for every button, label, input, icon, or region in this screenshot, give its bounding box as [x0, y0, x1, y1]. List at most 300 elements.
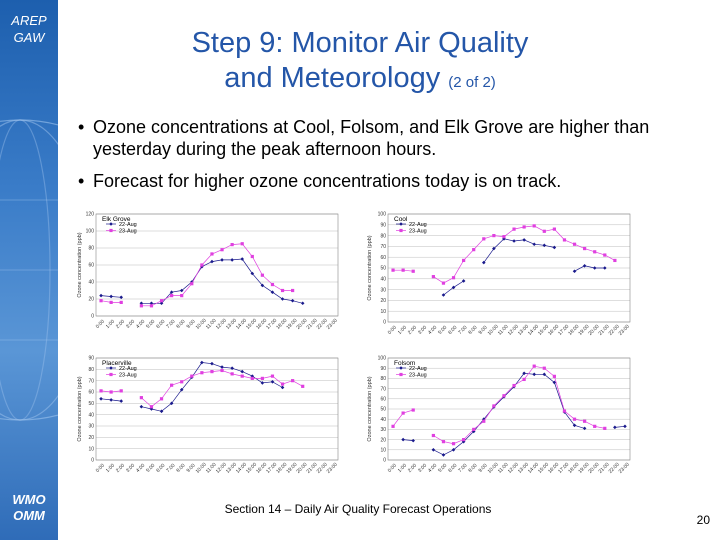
series-line: [484, 239, 555, 263]
data-point: [150, 304, 153, 307]
data-point: [533, 224, 536, 227]
bullet-dot-icon: •: [78, 171, 85, 191]
y-tick-label: 0: [91, 313, 94, 320]
x-tick-label: 15:00: [537, 323, 551, 337]
data-point: [160, 299, 163, 302]
data-point: [301, 385, 304, 388]
data-point: [412, 270, 415, 273]
data-point: [593, 425, 596, 428]
x-tick-label: 13:00: [224, 317, 238, 331]
x-tick-label: 10:00: [486, 461, 500, 475]
chart-elk-grove: [76, 208, 346, 348]
x-tick-label: 19:00: [577, 461, 591, 475]
data-point: [180, 380, 183, 383]
x-tick-label: 23:00: [617, 323, 631, 337]
y-tick-label: 50: [380, 406, 386, 413]
data-point: [200, 371, 203, 374]
y-tick-label: 60: [88, 389, 94, 396]
data-point: [109, 398, 113, 402]
x-tick-label: 10:00: [194, 461, 208, 475]
x-tick-label: 14:00: [526, 323, 541, 337]
x-tick-label: 13:00: [224, 461, 238, 475]
data-point: [512, 384, 515, 387]
x-tick-label: 11:00: [496, 323, 510, 337]
data-point: [482, 420, 485, 423]
data-point: [532, 373, 536, 377]
logo-top-line2: GAW: [13, 30, 45, 45]
x-tick-label: 1:00: [396, 324, 408, 336]
data-point: [563, 238, 566, 241]
x-tick-label: 5:00: [145, 318, 157, 330]
y-tick-label: 60: [88, 262, 94, 269]
series-line: [575, 266, 605, 271]
x-tick-label: 2:00: [406, 324, 419, 336]
x-tick-label: 14:00: [526, 461, 541, 475]
y-tick-label: 10: [380, 308, 386, 315]
x-tick-label: 21:00: [597, 323, 611, 337]
y-tick-label: 60: [380, 254, 386, 261]
data-point: [492, 404, 495, 407]
data-point: [251, 377, 254, 380]
y-tick-label: 20: [88, 435, 94, 442]
x-tick-label: 14:00: [234, 317, 249, 331]
data-point: [573, 269, 577, 273]
data-point: [583, 247, 586, 250]
x-tick-label: 18:00: [275, 317, 289, 331]
data-point: [301, 301, 305, 305]
x-tick-label: 21:00: [305, 461, 319, 475]
data-point: [523, 378, 526, 381]
data-point: [220, 369, 223, 372]
data-point: [271, 283, 274, 286]
bullet-dot-icon: •: [78, 117, 85, 137]
data-point: [99, 299, 102, 302]
y-tick-label: 90: [88, 355, 94, 362]
x-tick-label: 5:00: [437, 324, 449, 336]
data-point: [291, 379, 294, 382]
y-tick-label: 80: [88, 245, 94, 252]
y-tick-label: 10: [88, 446, 94, 453]
y-tick-label: 30: [380, 287, 386, 294]
data-point: [462, 438, 465, 441]
bullet-list: [78, 116, 708, 202]
data-point: [613, 259, 616, 262]
y-axis-label: Ozone concentration (ppb): [367, 376, 373, 442]
x-tick-label: 16:00: [547, 323, 561, 337]
x-tick-label: 22:00: [607, 323, 621, 337]
x-tick-label: 7:00: [457, 462, 469, 474]
x-tick-label: 11:00: [496, 461, 510, 475]
data-point: [160, 397, 163, 400]
data-point: [281, 289, 284, 292]
y-tick-label: 20: [380, 298, 386, 305]
data-point: [553, 228, 556, 231]
data-point: [472, 248, 475, 251]
x-tick-label: 22:00: [607, 461, 621, 475]
y-tick-label: 20: [88, 296, 94, 303]
x-tick-label: 0:00: [386, 324, 398, 336]
x-tick-label: 2:00: [114, 462, 127, 474]
x-tick-label: 12:00: [506, 461, 520, 475]
x-tick-label: 6:00: [155, 462, 167, 474]
x-tick-label: 0:00: [94, 318, 106, 330]
data-point: [472, 428, 475, 431]
data-point: [553, 375, 556, 378]
y-tick-label: 120: [85, 211, 94, 218]
data-point: [99, 397, 103, 401]
data-point: [583, 264, 587, 268]
y-axis-label: Ozone concentration (ppb): [77, 232, 83, 298]
bullet-text: Ozone concentrations at Cool, Folsom, and Elk Grove are higher than yesterday during the peak afternoon hours.: [93, 117, 650, 159]
data-point: [220, 248, 223, 251]
data-point: [271, 375, 274, 378]
data-point: [140, 396, 143, 399]
x-tick-label: 18:00: [567, 461, 581, 475]
chart-placerville: [76, 352, 346, 492]
data-point: [200, 263, 203, 266]
data-point: [462, 259, 465, 262]
data-point: [512, 228, 515, 231]
legend-label: 22-Aug: [409, 221, 427, 228]
title-suffix: (2 of 2): [448, 74, 496, 91]
bullet-text: Forecast for higher ozone concentrations today is on track.: [93, 171, 562, 191]
data-point: [482, 237, 485, 240]
data-point: [492, 234, 495, 237]
series-line: [433, 366, 604, 444]
y-tick-label: 10: [380, 447, 386, 454]
x-tick-label: 4:00: [135, 318, 147, 330]
x-tick-label: 12:00: [506, 323, 520, 337]
x-tick-label: 6:00: [447, 462, 459, 474]
x-tick-label: 23:00: [617, 461, 631, 475]
x-tick-label: 18:00: [567, 323, 581, 337]
x-tick-label: 4:00: [427, 324, 439, 336]
data-point: [502, 394, 505, 397]
x-tick-label: 1:00: [396, 462, 408, 474]
data-point: [170, 294, 173, 297]
data-point: [583, 420, 586, 423]
y-tick-label: 40: [88, 279, 94, 286]
x-tick-label: 21:00: [597, 461, 611, 475]
legend-label: 23-Aug: [119, 372, 137, 379]
series-line: [141, 259, 302, 303]
x-tick-label: 20:00: [295, 461, 309, 475]
data-point: [119, 399, 123, 403]
data-point: [99, 294, 103, 298]
data-point: [432, 275, 435, 278]
series-line: [141, 244, 292, 306]
y-tick-label: 90: [380, 365, 386, 372]
x-tick-label: 3:00: [125, 462, 137, 474]
data-point: [442, 440, 445, 443]
x-tick-label: 7:00: [165, 318, 177, 330]
x-tick-label: 16:00: [547, 461, 561, 475]
data-point: [231, 243, 234, 246]
data-point: [241, 375, 244, 378]
data-point: [281, 297, 285, 301]
x-tick-label: 13:00: [516, 323, 530, 337]
series-line: [141, 371, 302, 407]
data-point: [210, 370, 213, 373]
data-point: [99, 389, 102, 392]
x-tick-label: 17:00: [265, 461, 279, 475]
x-tick-label: 8:00: [467, 324, 479, 336]
legend-label: 22-Aug: [119, 365, 137, 372]
data-point: [110, 301, 113, 304]
data-point: [452, 276, 455, 279]
x-tick-label: 0:00: [94, 462, 106, 474]
x-tick-label: 12:00: [214, 461, 228, 475]
x-tick-label: 23:00: [325, 317, 339, 331]
y-tick-label: 70: [88, 378, 94, 385]
legend-marker: [109, 229, 112, 232]
data-point: [281, 386, 285, 390]
x-tick-label: 3:00: [125, 318, 137, 330]
y-tick-label: 0: [91, 457, 94, 464]
x-tick-label: 4:00: [135, 462, 147, 474]
data-point: [623, 425, 627, 429]
x-tick-label: 12:00: [214, 317, 228, 331]
x-tick-label: 6:00: [155, 318, 167, 330]
data-point: [110, 390, 113, 393]
x-tick-label: 2:00: [406, 462, 419, 474]
series-line: [433, 226, 615, 283]
data-point: [502, 235, 505, 238]
chart-title: Placerville: [102, 360, 132, 367]
y-tick-label: 40: [380, 416, 386, 423]
x-tick-label: 9:00: [185, 462, 197, 474]
data-point: [120, 301, 123, 304]
data-point: [532, 242, 536, 246]
logo-bottom-line2: OMM: [13, 508, 45, 523]
x-tick-label: 13:00: [516, 461, 530, 475]
data-point: [432, 434, 435, 437]
y-tick-label: 80: [88, 367, 94, 374]
data-point: [391, 269, 394, 272]
data-point: [230, 258, 234, 262]
x-tick-label: 11:00: [204, 317, 218, 331]
x-tick-label: 8:00: [175, 462, 187, 474]
y-tick-label: 30: [380, 427, 386, 434]
chart-folsom: [366, 352, 638, 492]
data-point: [462, 279, 466, 283]
x-tick-label: 1:00: [104, 318, 116, 330]
y-tick-label: 0: [383, 457, 386, 464]
x-tick-label: 19:00: [577, 323, 591, 337]
x-tick-label: 15:00: [245, 317, 259, 331]
data-point: [190, 282, 193, 285]
x-tick-label: 9:00: [477, 324, 489, 336]
data-point: [603, 427, 606, 430]
data-point: [170, 384, 173, 387]
data-point: [119, 296, 123, 300]
data-point: [281, 382, 284, 385]
data-point: [543, 367, 546, 370]
data-point: [140, 304, 143, 307]
data-point: [593, 266, 597, 270]
x-tick-label: 16:00: [255, 317, 269, 331]
logo-top-line1: AREP: [11, 13, 47, 28]
y-tick-label: 100: [377, 211, 386, 218]
x-tick-label: 7:00: [457, 324, 469, 336]
x-tick-label: 19:00: [285, 317, 299, 331]
x-tick-label: 20:00: [587, 323, 601, 337]
data-point: [180, 294, 183, 297]
y-tick-label: 90: [380, 222, 386, 229]
data-point: [603, 266, 607, 270]
data-point: [109, 295, 113, 299]
data-point: [573, 243, 576, 246]
x-tick-label: 8:00: [467, 462, 479, 474]
data-point: [402, 269, 405, 272]
data-point: [251, 255, 254, 258]
x-tick-label: 15:00: [537, 461, 551, 475]
chart-cool: [366, 208, 638, 353]
chart-title: Folsom: [394, 360, 416, 367]
x-tick-label: 19:00: [285, 461, 299, 475]
x-tick-label: 6:00: [447, 324, 459, 336]
legend-marker: [109, 373, 112, 376]
data-point: [533, 365, 536, 368]
x-tick-label: 9:00: [477, 462, 489, 474]
data-point: [603, 253, 606, 256]
x-tick-label: 20:00: [295, 317, 309, 331]
y-tick-label: 50: [88, 401, 94, 408]
data-point: [523, 225, 526, 228]
data-point: [240, 370, 244, 374]
y-axis-label: Ozone concentration (ppb): [367, 235, 373, 301]
chart-title: Cool: [394, 216, 408, 223]
data-point: [442, 282, 445, 285]
bullet-item: [78, 116, 708, 160]
x-tick-label: 4:00: [427, 462, 439, 474]
x-tick-label: 2:00: [114, 318, 127, 330]
slide-title: [120, 26, 600, 100]
data-point: [210, 260, 214, 264]
x-tick-label: 17:00: [557, 461, 571, 475]
legend-marker: [399, 229, 402, 232]
data-point: [120, 389, 123, 392]
data-point: [563, 409, 566, 412]
arep-gaw-logo: [4, 12, 54, 46]
page-number: 20: [696, 513, 710, 527]
data-point: [593, 250, 596, 253]
series-line: [141, 363, 282, 412]
logo-bottom-line1: WMO: [12, 492, 46, 507]
x-tick-label: 22:00: [315, 461, 329, 475]
data-point: [442, 453, 446, 457]
x-tick-label: 7:00: [165, 462, 177, 474]
x-tick-label: 3:00: [417, 324, 429, 336]
data-point: [512, 239, 516, 243]
y-tick-label: 80: [380, 233, 386, 240]
x-tick-label: 15:00: [245, 461, 259, 475]
data-point: [522, 238, 526, 242]
y-axis-label: Ozone concentration (ppb): [77, 376, 83, 442]
data-point: [220, 365, 224, 369]
title-line2: and Meteorology: [224, 62, 441, 94]
x-tick-label: 11:00: [204, 461, 218, 475]
x-tick-label: 21:00: [305, 317, 319, 331]
data-point: [543, 230, 546, 233]
data-point: [140, 405, 144, 409]
sidebar: [0, 0, 58, 540]
legend-label: 23-Aug: [409, 228, 427, 235]
data-point: [573, 418, 576, 421]
data-point: [190, 375, 193, 378]
x-tick-label: 17:00: [265, 317, 279, 331]
bullet-item: [78, 170, 708, 192]
data-point: [241, 242, 244, 245]
x-tick-label: 14:00: [234, 461, 249, 475]
x-tick-label: 20:00: [587, 461, 601, 475]
data-point: [391, 425, 394, 428]
x-tick-label: 8:00: [175, 318, 187, 330]
data-point: [452, 442, 455, 445]
y-tick-label: 70: [380, 244, 386, 251]
x-tick-label: 5:00: [437, 462, 449, 474]
chart-title: Elk Grove: [102, 216, 131, 223]
x-tick-label: 3:00: [417, 462, 429, 474]
x-tick-label: 10:00: [194, 317, 208, 331]
globe-decoration-icon: [0, 0, 58, 540]
data-point: [261, 274, 264, 277]
data-point: [401, 438, 405, 442]
x-tick-label: 17:00: [557, 323, 571, 337]
x-tick-label: 23:00: [325, 461, 339, 475]
data-point: [412, 408, 415, 411]
data-point: [210, 362, 214, 366]
legend-label: 23-Aug: [119, 228, 137, 235]
legend-label: 23-Aug: [409, 372, 427, 379]
x-tick-label: 1:00: [104, 462, 116, 474]
x-tick-label: 9:00: [185, 318, 197, 330]
x-tick-label: 0:00: [386, 462, 398, 474]
data-point: [231, 372, 234, 375]
data-point: [291, 289, 294, 292]
y-tick-label: 100: [377, 355, 386, 362]
data-point: [432, 448, 436, 452]
x-tick-label: 18:00: [275, 461, 289, 475]
y-tick-label: 60: [380, 396, 386, 403]
y-tick-label: 0: [383, 319, 386, 326]
y-tick-label: 40: [380, 276, 386, 283]
data-point: [210, 252, 213, 255]
legend-label: 22-Aug: [119, 221, 137, 228]
data-point: [613, 426, 617, 430]
data-point: [402, 411, 405, 414]
data-point: [150, 405, 153, 408]
x-tick-label: 16:00: [255, 461, 269, 475]
legend-label: 22-Aug: [409, 365, 427, 372]
y-tick-label: 70: [380, 386, 386, 393]
data-point: [291, 299, 295, 303]
y-tick-label: 50: [380, 265, 386, 272]
legend-marker: [399, 373, 402, 376]
y-tick-label: 40: [88, 412, 94, 419]
y-tick-label: 100: [85, 228, 94, 235]
y-tick-label: 80: [380, 376, 386, 383]
data-point: [220, 258, 224, 262]
y-tick-label: 20: [380, 437, 386, 444]
x-tick-label: 22:00: [315, 317, 329, 331]
x-tick-label: 10:00: [486, 323, 500, 337]
footer-text: Section 14 – Daily Air Quality Forecast Operations: [224, 502, 492, 516]
data-point: [261, 377, 264, 380]
wmo-omm-logo: [4, 492, 54, 524]
title-line1: Step 9: Monitor Air Quality: [191, 27, 529, 59]
y-tick-label: 30: [88, 423, 94, 430]
